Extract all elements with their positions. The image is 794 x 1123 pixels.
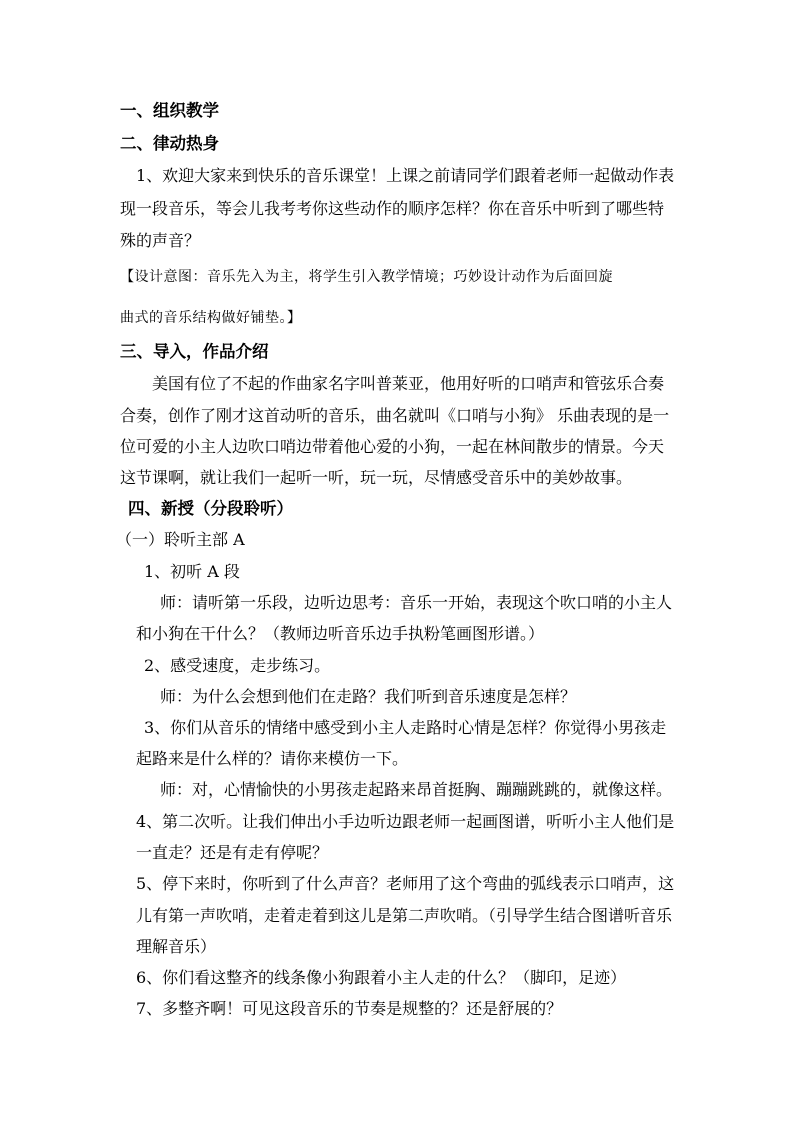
design-note-line: 曲式的音乐结构做好铺垫。】 xyxy=(120,310,302,326)
section-heading-new-lesson: 四、新授（分段聆听） xyxy=(128,499,293,518)
paragraph-line: 1、欢迎大家来到快乐的音乐课堂！上课之前请同学们跟着老师一起做动作表 xyxy=(136,166,675,185)
list-item: 7、多整齐啊！可见这段音乐的节奏是规整的？还是舒展的？ xyxy=(136,999,563,1018)
list-item: 6、你们看这整齐的线条像小狗跟着小主人走的什么？（脚印，足迹） xyxy=(136,968,627,987)
list-item: 起路来是什么样的？请你来模仿一下。 xyxy=(136,749,409,768)
paragraph-line: 美国有位了不起的作曲家名字叫普莱亚，他用好听的口哨声和管弦乐合奏 xyxy=(152,374,665,393)
paragraph-line: 殊的声音？ xyxy=(120,231,201,250)
teacher-line: 师：对，心情愉快的小男孩走起路来昂首挺胸、蹦蹦跳跳的，就像这样。 xyxy=(160,780,673,799)
section-heading-intro: 三、导入，作品介绍 xyxy=(120,342,269,361)
teacher-line: 师：为什么会想到他们在走路？我们听到音乐速度是怎样？ xyxy=(160,687,577,706)
design-note-line: 【设计意图：音乐先入为主，将学生引入教学情境；巧妙设计动作为后面回旋 xyxy=(120,269,613,285)
teacher-line: 和小狗在干什么？（教师边听音乐边手执粉笔画图形谱。） xyxy=(136,624,545,643)
section-heading-organize: 一、组织教学 xyxy=(120,101,219,120)
list-item: 一直走？还是有走有停呢？ xyxy=(136,843,329,862)
paragraph-line: 现一段音乐，等会儿我考考你这些动作的顺序怎样？你在音乐中听到了哪些特 xyxy=(120,199,665,218)
list-item: 理解音乐） xyxy=(136,937,217,956)
paragraph-line: 位可爱的小主人边吹口哨边带着他心爱的小狗，一起在林间散步的情景。今天 xyxy=(120,437,665,456)
list-item: 1、初听 A 段 xyxy=(144,562,240,581)
list-item: 5、停下来时，你听到了什么声音？老师用了这个弯曲的弧线表示口哨声，这 xyxy=(136,874,675,893)
paragraph-line: 这节课啊，就让我们一起听一听，玩一玩，尽情感受音乐中的美妙故事。 xyxy=(120,468,633,487)
section-heading-warmup: 二、律动热身 xyxy=(120,134,219,153)
subsection-heading: （一）聆听主部 A xyxy=(116,530,245,549)
list-item: 儿有第一声吹哨，走着走着到这儿是第二声吹哨。（引导学生结合图谱听音乐 xyxy=(136,906,673,925)
list-item: 3、你们从音乐的情绪中感受到小主人走路时心情是怎样？你觉得小男孩走 xyxy=(144,718,667,737)
list-item: 4、第二次听。让我们伸出小手边听边跟老师一起画图谱，听听小主人他们是 xyxy=(136,812,675,831)
teacher-line: 师：请听第一乐段，边听边思考：音乐一开始，表现这个吹口哨的小主人 xyxy=(160,593,673,612)
list-item: 2、感受速度，走步练习。 xyxy=(144,656,331,675)
paragraph-line: 合奏，创作了刚才这首动听的音乐，曲名就叫《口哨与小狗》 乐曲表现的是一 xyxy=(120,406,670,425)
